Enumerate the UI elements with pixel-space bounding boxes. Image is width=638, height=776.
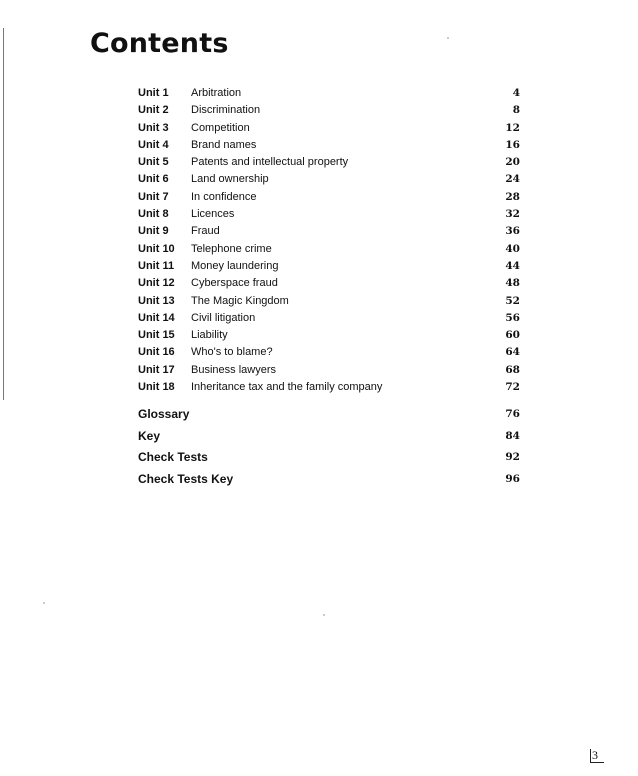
appendix-label: Check Tests Key bbox=[138, 471, 234, 486]
contents-row bbox=[138, 171, 520, 188]
contents-row bbox=[138, 85, 520, 102]
page-number-ref: 12 bbox=[505, 121, 520, 134]
contents-row bbox=[138, 189, 520, 206]
page-number-ref: 48 bbox=[505, 277, 520, 290]
unit-title: In confidence bbox=[191, 190, 257, 203]
unit-label: Unit 4 bbox=[138, 138, 169, 151]
page-number-ref: 28 bbox=[505, 190, 520, 203]
unit-title: Inheritance tax and the family company bbox=[191, 381, 383, 394]
contents-row bbox=[138, 102, 520, 119]
contents-row bbox=[138, 379, 520, 396]
appendix-row bbox=[138, 469, 520, 491]
page-number-ref: 76 bbox=[505, 408, 520, 420]
unit-label: Unit 11 bbox=[138, 259, 175, 272]
unit-label: Unit 18 bbox=[138, 381, 175, 394]
page-number-ref: 8 bbox=[512, 104, 520, 117]
contents-row bbox=[138, 258, 520, 275]
unit-label: Unit 10 bbox=[138, 242, 175, 255]
page-number-ref: 32 bbox=[505, 208, 520, 221]
contents-row bbox=[138, 293, 520, 310]
unit-title: Civil litigation bbox=[191, 311, 256, 324]
contents-row bbox=[138, 241, 520, 258]
unit-label: Unit 3 bbox=[138, 121, 169, 134]
unit-label: Unit 12 bbox=[138, 277, 175, 290]
appendix-row bbox=[138, 426, 520, 448]
unit-label: Unit 13 bbox=[138, 294, 175, 307]
unit-title: Business lawyers bbox=[191, 363, 276, 376]
unit-title: Money laundering bbox=[191, 259, 279, 272]
unit-label: Unit 2 bbox=[138, 104, 169, 117]
appendix-label: Check Tests bbox=[138, 450, 208, 464]
unit-title: Cyberspace fraud bbox=[191, 277, 278, 290]
page-number-ref: 60 bbox=[505, 329, 520, 342]
appendix-row bbox=[138, 404, 520, 426]
binding-edge-line bbox=[3, 28, 4, 400]
page-number-ref: 52 bbox=[505, 294, 520, 307]
contents-row bbox=[138, 206, 520, 223]
contents-row bbox=[138, 137, 520, 154]
unit-title: Brand names bbox=[191, 138, 257, 151]
page-number-ref: 92 bbox=[505, 451, 520, 463]
unit-title: The Magic Kingdom bbox=[191, 294, 289, 307]
page-title: Contents bbox=[90, 28, 229, 59]
unit-title: Telephone crime bbox=[191, 242, 272, 255]
appendix-label: Glossary bbox=[138, 407, 190, 421]
page-number-ref: 20 bbox=[505, 156, 520, 169]
appendix-list bbox=[138, 404, 520, 490]
contents-row bbox=[138, 327, 520, 344]
unit-label: Unit 7 bbox=[138, 190, 169, 203]
unit-title: Liability bbox=[191, 329, 228, 342]
scan-speck bbox=[447, 37, 449, 39]
page-number-ref: 96 bbox=[505, 472, 520, 485]
unit-label: Unit 14 bbox=[138, 311, 175, 324]
contents-row bbox=[138, 223, 520, 240]
page-number-ref: 56 bbox=[505, 311, 520, 324]
unit-label: Unit 1 bbox=[138, 87, 169, 99]
unit-label: Unit 6 bbox=[138, 173, 169, 186]
unit-label: Unit 5 bbox=[138, 156, 169, 169]
page-number-ref: 4 bbox=[512, 87, 520, 99]
unit-title: Arbitration bbox=[191, 87, 242, 99]
page-number: 3 bbox=[590, 749, 604, 763]
contents-row bbox=[138, 344, 520, 361]
contents-row bbox=[138, 154, 520, 171]
page-number-ref: 40 bbox=[505, 242, 520, 255]
appendix-label: Key bbox=[138, 428, 161, 443]
scan-speck bbox=[323, 614, 325, 616]
page-number-ref: 44 bbox=[505, 259, 520, 272]
page-number-ref: 24 bbox=[505, 173, 520, 186]
units-list bbox=[138, 85, 520, 396]
page-number-ref: 64 bbox=[505, 346, 520, 359]
unit-title: Competition bbox=[191, 121, 250, 134]
page-number-ref: 68 bbox=[505, 363, 520, 376]
unit-title: Patents and intellectual property bbox=[191, 156, 349, 169]
scan-speck bbox=[43, 602, 45, 604]
appendix-row bbox=[138, 447, 520, 469]
contents-row bbox=[138, 310, 520, 327]
contents-row bbox=[138, 275, 520, 292]
unit-label: Unit 9 bbox=[138, 225, 169, 238]
page-number-ref: 36 bbox=[505, 225, 520, 238]
page-number-ref: 16 bbox=[505, 138, 520, 151]
unit-title: Discrimination bbox=[191, 104, 261, 117]
page-number-ref: 72 bbox=[505, 381, 520, 394]
unit-label: Unit 8 bbox=[138, 208, 169, 221]
unit-title: Land ownership bbox=[191, 173, 269, 186]
unit-title: Licences bbox=[191, 208, 235, 221]
unit-title: Fraud bbox=[191, 225, 220, 238]
unit-label: Unit 15 bbox=[138, 329, 175, 342]
unit-label: Unit 17 bbox=[138, 363, 175, 376]
unit-label: Unit 16 bbox=[138, 346, 175, 359]
contents-row bbox=[138, 120, 520, 137]
unit-title: Who's to blame? bbox=[191, 346, 273, 359]
contents-row bbox=[138, 362, 520, 379]
page-number-ref: 84 bbox=[505, 429, 520, 442]
